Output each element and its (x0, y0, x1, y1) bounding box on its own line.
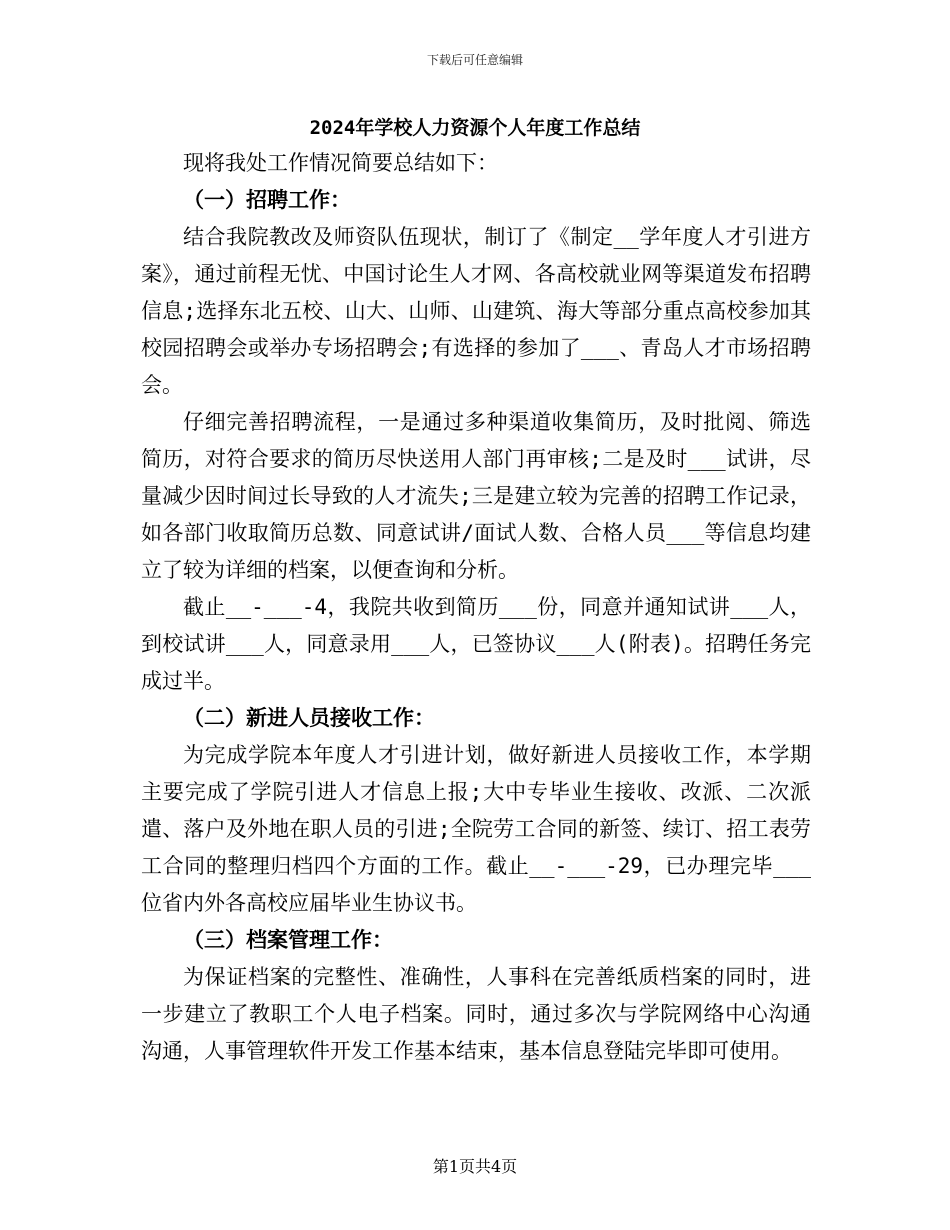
paragraph: 结合我院教改及师资队伍现状，制订了《制定__学年度人才引进方案》，通过前程无忧、中国讨论生人才网、各高校就业网等渠道发布招聘信息;选择东北五校、山大、山师、山建筑、海大等部分重点高校参加其校园招聘会或举办专场招聘会;有选择的参加了___、青岛人才市场招聘会。 (141, 225, 811, 397)
intro-paragraph: 现将我处工作情况简要总结如下： (183, 151, 498, 175)
paragraph: 为完成学院本年度人才引进计划，做好新进人员接收工作，本学期主要完成了学院引进人才信息上报;大中专毕业生接收、改派、二次派遣、落户及外地在职人员的引进;全院劳工合同的新签、续订、招工表劳工合同的整理归档四个方面的工作。截止__-___-29，已办理完毕___位省内外各高校应届毕业生协议书。 (141, 743, 811, 915)
section-heading-new-staff: （二）新进人员接收工作： (183, 706, 435, 730)
paragraph: 截止__-___-4，我院共收到简历___份，同意并通知试讲___人，到校试讲___人，同意录用___人，已签协议___人(附表)。招聘任务完成过半。 (141, 595, 811, 693)
paragraph: 为保证档案的完整性、准确性，人事科在完善纸质档案的同时，进一步建立了教职工个人电子档案。同时，通过多次与学院网络中心沟通沟通，人事管理软件开发工作基本结束，基本信息登陆完毕即可使用。 (141, 965, 811, 1063)
section-heading-archives: （三）档案管理工作： (183, 928, 393, 952)
section-heading-recruitment: （一）招聘工作： (183, 188, 351, 212)
document-title: 2024年学校人力资源个人年度工作总结 (309, 117, 641, 139)
page-number: 第1页共4页 (432, 1157, 518, 1176)
page-header-note: 下载后可任意编辑 (426, 53, 523, 67)
document-body (141, 145, 811, 1070)
paragraph: 仔细完善招聘流程，一是通过多种渠道收集简历，及时批阅、筛选简历，对符合要求的简历尽快送用人部门再审核;二是及时___试讲，尽量减少因时间过长导致的人才流失;三是建立较为完善的招聘工作记录，如各部门收取简历总数、同意试讲/面试人数、合格人员___等信息均建立了较为详细的档案，以便查询和分析。 (141, 410, 811, 582)
